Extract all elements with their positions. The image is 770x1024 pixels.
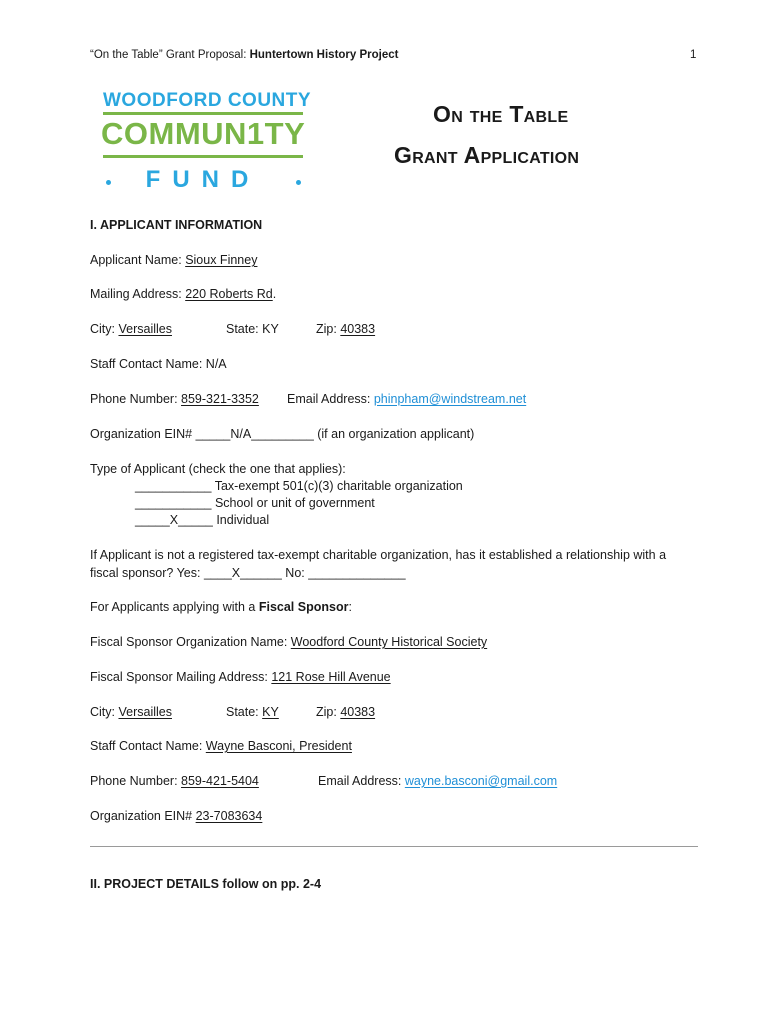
organization-ein-line: Organization EIN# _____N/A_________ (if an organization applicant) xyxy=(90,427,475,441)
logo-fund: FUND xyxy=(145,166,261,193)
fiscal-zip-value: 40383 xyxy=(340,705,376,719)
fiscal-staff-label: Staff Contact Name: xyxy=(90,739,206,753)
section-heading-applicant: I. APPLICANT INFORMATION xyxy=(90,218,263,232)
logo-dot-right xyxy=(296,180,301,185)
fiscal-phone-label: Phone Number: xyxy=(90,774,182,788)
document-title-line2: Grant Application xyxy=(394,142,580,168)
applicant-type-option: _____X_____ Individual xyxy=(135,513,270,527)
fiscal-ein-label: Organization EIN# xyxy=(90,809,196,823)
city-value: Versailles xyxy=(118,322,172,336)
header-text: “On the Table” Grant Proposal: xyxy=(90,49,250,61)
mailing-address-suffix: . xyxy=(272,287,277,301)
fiscal-phone-value: 859-421-5404 xyxy=(181,774,259,788)
fiscal-sponsor-answer: fiscal sponsor? Yes: ____X______ No: ______________ xyxy=(90,566,406,580)
fiscal-intro-suffix: : xyxy=(348,600,352,614)
email-line xyxy=(287,391,526,407)
zip-label: Zip: xyxy=(316,322,341,336)
applicant-name-label: Applicant Name: xyxy=(90,253,186,267)
applicant-type-option: ___________ School or unit of government xyxy=(135,496,375,510)
fiscal-mailing-value: 121 Rose Hill Avenue xyxy=(271,670,391,684)
fiscal-email-link[interactable]: wayne.basconi@gmail.com xyxy=(404,774,558,788)
mailing-address-line xyxy=(90,286,276,302)
fiscal-zip-line xyxy=(316,704,375,720)
page-number: 1 xyxy=(690,49,697,61)
fiscal-city-value: Versailles xyxy=(118,705,172,719)
fiscal-staff-value: Wayne Basconi, President xyxy=(205,739,352,753)
applicant-type-option: ___________ Tax-exempt 501(c)(3) charitable organization xyxy=(135,479,463,493)
applicant-name-value: Sioux Finney xyxy=(185,253,258,267)
fiscal-city-label: City: xyxy=(90,705,119,719)
fiscal-ein-value: 23-7083634 xyxy=(195,809,263,823)
applicant-name-line xyxy=(90,252,257,268)
phone-value: 859-321-3352 xyxy=(181,392,259,406)
logo-woodford-county: WOODFORD COUNTY xyxy=(103,90,312,111)
zip-value: 40383 xyxy=(340,322,376,336)
city-line xyxy=(90,321,172,337)
fiscal-intro-text: For Applicants applying with a xyxy=(90,600,259,614)
email-label: Email Address: xyxy=(287,392,374,406)
fiscal-mailing-label: Fiscal Sponsor Mailing Address: xyxy=(90,670,272,684)
zip-line xyxy=(316,321,375,337)
staff-contact-line: Staff Contact Name: N/A xyxy=(90,357,227,371)
fiscal-city-line xyxy=(90,704,172,720)
fiscal-org-value: Woodford County Historical Society xyxy=(290,635,488,649)
mailing-address-label: Mailing Address: xyxy=(90,287,186,301)
fiscal-state-label: State: xyxy=(226,705,263,719)
email-link[interactable]: phinpham@windstream.net xyxy=(373,392,527,406)
fiscal-email-label: Email Address: xyxy=(318,774,405,788)
document-title-line1: On the Table xyxy=(433,101,569,127)
fiscal-phone-line xyxy=(90,773,259,789)
logo-rule-top xyxy=(103,112,303,115)
logo-community: COMMUN1TY xyxy=(101,116,306,151)
fiscal-sponsor-intro xyxy=(90,599,352,615)
state-field: State: KY xyxy=(226,322,279,336)
section-divider xyxy=(90,846,698,847)
phone-line xyxy=(90,391,259,407)
fiscal-zip-label: Zip: xyxy=(316,705,341,719)
fiscal-email-line xyxy=(318,773,557,789)
fiscal-mailing-line xyxy=(90,669,391,685)
city-label: City: xyxy=(90,322,119,336)
logo-rule-bottom xyxy=(103,155,303,158)
mailing-address-value: 220 Roberts Rd xyxy=(185,287,273,301)
fiscal-ein-line xyxy=(90,808,262,824)
fiscal-state-line xyxy=(226,704,279,720)
applicant-type-label: Type of Applicant (check the one that applies): xyxy=(90,462,346,476)
fiscal-org-label: Fiscal Sponsor Organization Name: xyxy=(90,635,291,649)
fiscal-intro-bold: Fiscal Sponsor xyxy=(258,600,349,614)
page-header xyxy=(90,47,398,63)
fiscal-org-name-line xyxy=(90,634,487,650)
header-project-title: Huntertown History Project xyxy=(249,49,399,61)
section-heading-project-details: II. PROJECT DETAILS follow on pp. 2-4 xyxy=(90,877,322,891)
fiscal-sponsor-question: If Applicant is not a registered tax-exempt charitable organization, has it established a relationship with a xyxy=(90,548,667,562)
phone-label: Phone Number: xyxy=(90,392,182,406)
fiscal-state-value: KY xyxy=(262,705,279,719)
fiscal-staff-line xyxy=(90,738,352,754)
